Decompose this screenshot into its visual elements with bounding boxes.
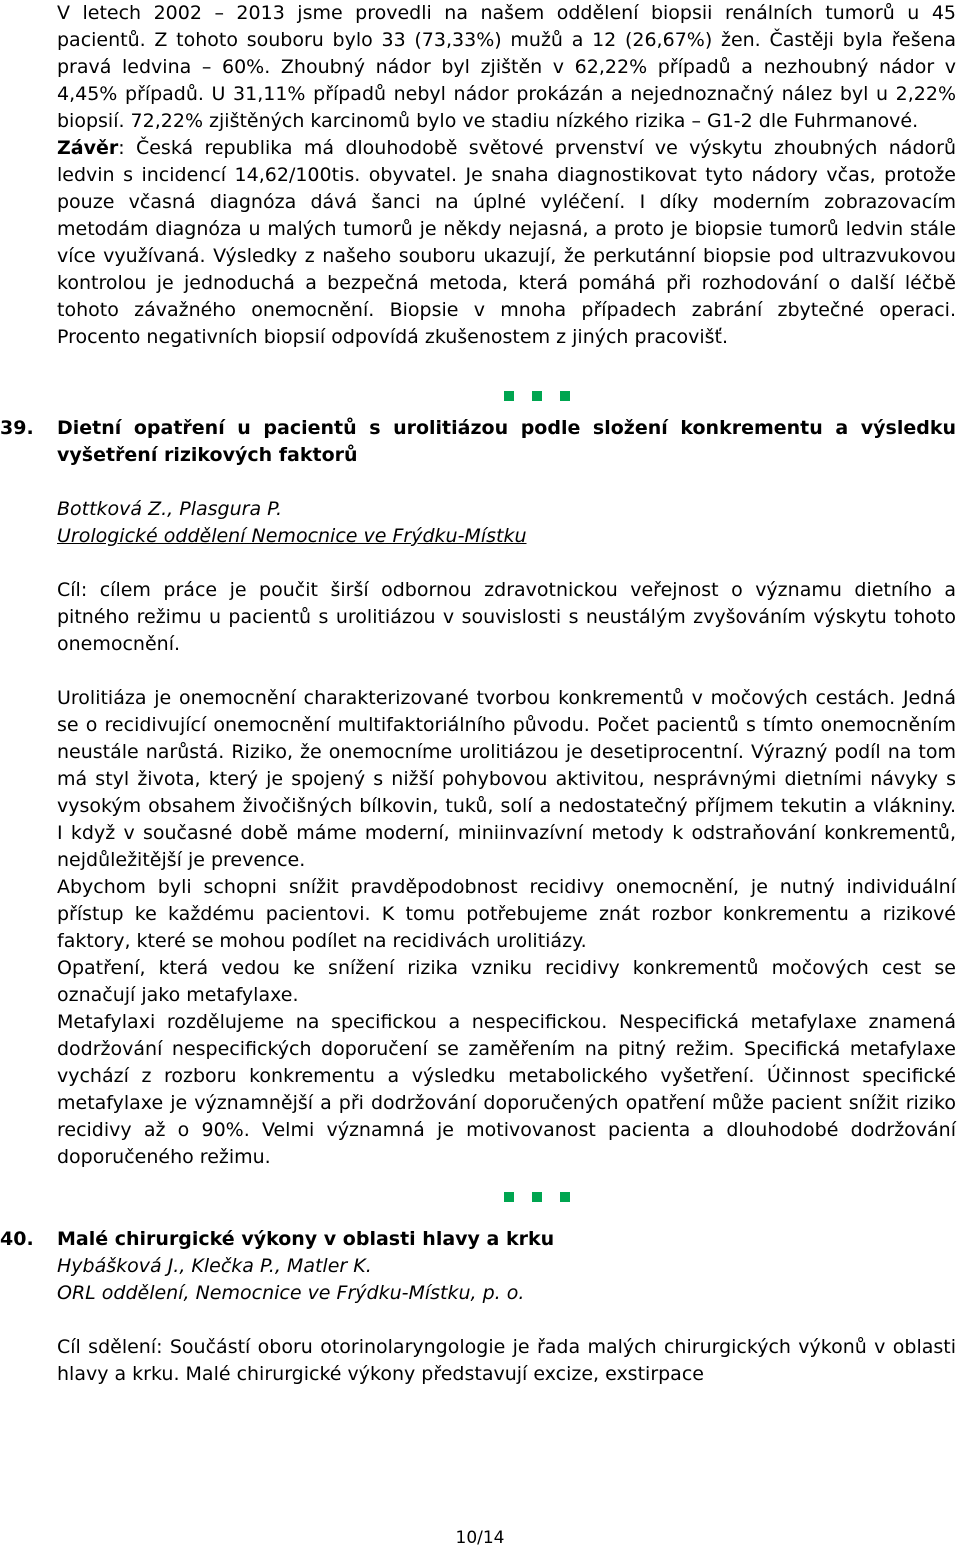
article-40-title: 40. Malé chirurgické výkony v oblasti hlavy a krku [57,1226,956,1253]
article-39-body-2: Abychom byli schopni snížit pravděpodobnost recidivy onemocnění, je nutný individuální přístup ke každému pacientovi. K tomu potřebujeme znát rozbor konkrementu a rizikové faktory, které se mohou podílet na recidivách urolitiázy. [57,876,956,952]
article-40-aim: Cíl sdělení: Součástí oboru otorinolaryngologie je řada malých chirurgických výkonů v oblasti hlavy a krku. Malé chirurgické výkony představují excize, exstirpace [57,1336,956,1385]
separator-square-icon [560,391,570,401]
article-40-department: ORL oddělení, Nemocnice ve Frýdku-Místku, p. o. [57,1282,525,1304]
conclusion-label: Závěr [57,137,119,159]
article-39-authors: Bottková Z., Plasgura P. [57,498,283,520]
section-separator [57,378,956,405]
article-39-number: 39. [0,417,34,439]
intro-paragraph: V letech 2002 – 2013 jsme provedli na našem oddělení biopsii renálních tumorů u 45 pacientů. Z tohoto souboru bylo 33 (73,33%) mužů a 12 (26,67%) žen. Častěji byla řešena pravá ledvina – 60%. Zhoubný nádor byl zjištěn v 62,22% případů a nezhoubný nádor v 4,45% případů. U 31,11% případů nebyl nádor prokázán a nejednoznačný nález byl u 2,22% biopsií. 72,22% zjištěných karcinomů bylo ve stadiu nízkého rizika – G1-2 dle Fuhrmanové. [57,2,956,132]
separator-square-icon [532,1192,542,1202]
article-40-number: 40. [0,1228,34,1250]
article-40-authors: Hybášková J., Klečka P., Matler K. [57,1255,372,1277]
article-39-body-3: Opatření, která vedou ke snížení rizika vzniku recidivy konkrementů močových cest se označují jako metafylaxe. [57,957,956,1006]
separator-square-icon [532,391,542,401]
conclusion-text: : Česká republika má dlouhodobě světové prvenství ve výskytu zhoubných nádorů ledvin s incidencí 14,62/100tis. obyvatel. Je snaha diagnostikovat tyto nádory včas, protože pouze včasná diagnóza dává šanci na úplné vyléčení. I díky moderním zobrazovacím metodám diagnóza u malých tumorů je někdy nejasná, a proto je biopsie tumorů ledvin stále více využívaná. Výsledky z našeho souboru ukazují, že perkutánní biopsie pod ultrazvukovou kontrolou je jednoduchá a bezpečná metoda, která pomáhá při rozhodování o další léčbě tohoto závažného onemocnění. Biopsie v mnoha případech zabrání zbytečné operaci. Procento negativních biopsií odpovídá zkušenostem z jiných pracovišť. [57,137,956,348]
separator-square-icon [504,1192,514,1202]
article-39-aim: Cíl: cílem práce je poučit širší odbornou zdravotnickou veřejnost o významu dietního a pitného režimu u pacientů s urolitiázou v souvislosti s neustálým zvyšováním výskytu tohoto onemocnění. [57,579,956,655]
article-39-department: Urologické oddělení Nemocnice ve Frýdku-Místku [57,525,527,547]
separator-square-icon [560,1192,570,1202]
separator-square-icon [504,391,514,401]
conclusion-paragraph [57,135,956,351]
section-separator [57,1179,956,1206]
article-39-title: 39. Dietní opatření u pacientů s urolitiázou podle složení konkrementu a výsledku vyšetření rizikových faktorů [0,417,956,466]
article-39-body-1: Urolitiáza je onemocnění charakterizované tvorbou konkrementů v močových cestách. Jedná se o recidivující onemocnění multifaktoriálního původu. Počet pacientů s tímto onemocněním neustále narůstá. Riziko, že onemocníme urolitiázou je desetiprocentní. Výrazný podíl na tom má styl života, který je spojený s nižší pohybovou aktivitou, nesprávnými dietními návyky s vysokým obsahem živočišných bílkovin, tuků, solí a nedostatečný příjmem tekutin a vlákniny. I když v současné době máme moderní, miniinvazívní metody k odstraňování konkrementů, nejdůležitější je prevence. [57,687,956,871]
page-number: 10/14 [455,1528,505,1548]
article-39-body-4: Metafylaxi rozdělujeme na specifickou a nespecifickou. Nespecifická metafylaxe znamená dodržování nespecifických doporučení se zaměřením na pitný režim. Specifická metafylaxe vychází z rozboru konkrementu a výsledku metabolického vyšetření. Účinnost specifické metafylaxe je významnější a při dodržování doporučených opatření může pacient snížit riziko recidivy až o 90%. Velmi významná je motivovanost pacienta a dlouhodobé dodržování doporučeného režimu. [57,1011,956,1168]
